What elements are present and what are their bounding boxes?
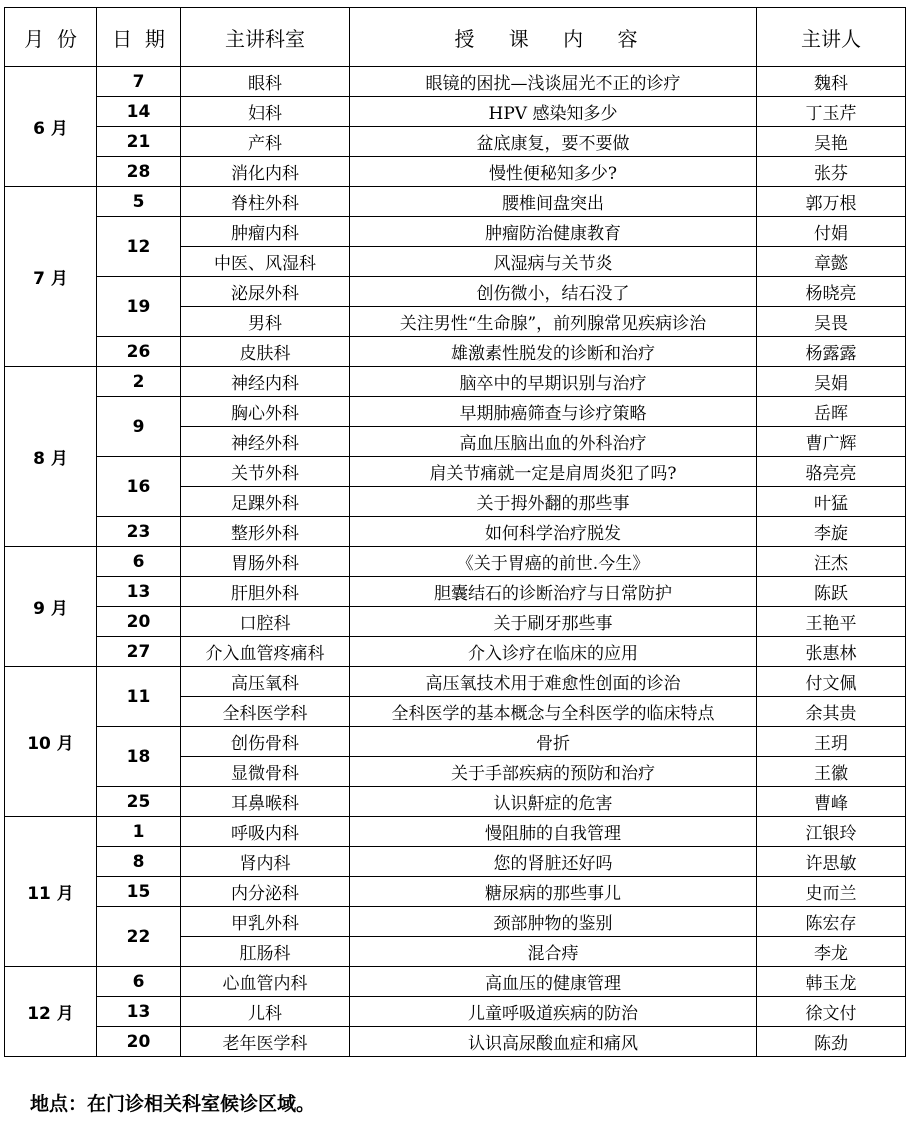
lecturer-cell: 陈跃: [757, 577, 906, 607]
content-cell: 慢性便秘知多少?: [350, 157, 757, 187]
lecturer-cell: 陈劲: [757, 1027, 906, 1057]
department-cell: 胃肠外科: [181, 547, 350, 577]
date-cell: 2: [97, 367, 181, 397]
department-cell: 肾内科: [181, 847, 350, 877]
department-cell: 口腔科: [181, 607, 350, 637]
lecturer-cell: 张芬: [757, 157, 906, 187]
content-cell: 如何科学治疗脱发: [350, 517, 757, 547]
department-cell: 男科: [181, 307, 350, 337]
table-row: [5, 67, 906, 97]
table-row: [5, 667, 906, 697]
month-cell: 7 月: [5, 187, 97, 367]
department-cell: 皮肤科: [181, 337, 350, 367]
date-cell: 25: [97, 787, 181, 817]
date-cell: 7: [97, 67, 181, 97]
lecturer-cell: 徐文付: [757, 997, 906, 1027]
table-row: [5, 517, 906, 547]
content-cell: 眼镜的困扰—浅谈屈光不正的诊疗: [350, 67, 757, 97]
table-row: [5, 187, 906, 217]
date-cell: 16: [97, 457, 181, 517]
header-department: 主讲科室: [181, 8, 350, 67]
lecturer-cell: 丁玉芹: [757, 97, 906, 127]
department-cell: 呼吸内科: [181, 817, 350, 847]
date-cell: 14: [97, 97, 181, 127]
department-cell: 创伤骨科: [181, 727, 350, 757]
location-note: 地点：在门诊相关科室候诊区域。: [30, 1093, 316, 1115]
content-cell: 胆囊结石的诊断治疗与日常防护: [350, 577, 757, 607]
department-cell: 关节外科: [181, 457, 350, 487]
content-cell: 肿瘤防治健康教育: [350, 217, 757, 247]
date-cell: 21: [97, 127, 181, 157]
date-cell: 11: [97, 667, 181, 727]
content-cell: 早期肺癌筛查与诊疗策略: [350, 397, 757, 427]
content-cell: 盆底康复，要不要做: [350, 127, 757, 157]
table-row: [5, 217, 906, 247]
date-cell: 12: [97, 217, 181, 277]
lecturer-cell: 王艳平: [757, 607, 906, 637]
date-cell: 6: [97, 547, 181, 577]
lecturer-cell: 韩玉龙: [757, 967, 906, 997]
lecturer-cell: 魏科: [757, 67, 906, 97]
date-cell: 5: [97, 187, 181, 217]
content-cell: 儿童呼吸道疾病的防治: [350, 997, 757, 1027]
content-cell: 关于刷牙那些事: [350, 607, 757, 637]
table-row: [5, 547, 906, 577]
department-cell: 肛肠科: [181, 937, 350, 967]
lecturer-cell: 杨露露: [757, 337, 906, 367]
content-cell: 认识高尿酸血症和痛风: [350, 1027, 757, 1057]
content-cell: 高压氧技术用于难愈性创面的诊治: [350, 667, 757, 697]
lecturer-cell: 李龙: [757, 937, 906, 967]
lecturer-cell: 杨晓亮: [757, 277, 906, 307]
date-cell: 13: [97, 577, 181, 607]
table-header-row: [5, 8, 906, 67]
lecturer-cell: 曹广辉: [757, 427, 906, 457]
table-row: [5, 457, 906, 487]
table-row: [5, 997, 906, 1027]
content-cell: 风湿病与关节炎: [350, 247, 757, 277]
content-cell: 腰椎间盘突出: [350, 187, 757, 217]
content-cell: 高血压的健康管理: [350, 967, 757, 997]
month-cell: 10 月: [5, 667, 97, 817]
content-cell: 创伤微小，结石没了: [350, 277, 757, 307]
department-cell: 肿瘤内科: [181, 217, 350, 247]
content-cell: 脑卒中的早期识别与治疗: [350, 367, 757, 397]
date-cell: 26: [97, 337, 181, 367]
department-cell: 中医、风湿科: [181, 247, 350, 277]
table-row: [5, 367, 906, 397]
lecturer-cell: 章懿: [757, 247, 906, 277]
department-cell: 眼科: [181, 67, 350, 97]
date-cell: 13: [97, 997, 181, 1027]
content-cell: 关于手部疾病的预防和治疗: [350, 757, 757, 787]
month-cell: 9 月: [5, 547, 97, 667]
lecturer-cell: 吴娟: [757, 367, 906, 397]
lecturer-cell: 王徽: [757, 757, 906, 787]
content-cell: 混合痔: [350, 937, 757, 967]
lecturer-cell: 许思敏: [757, 847, 906, 877]
lecturer-cell: 李旋: [757, 517, 906, 547]
lecturer-cell: 郭万根: [757, 187, 906, 217]
content-cell: 《关于胃癌的前世.今生》: [350, 547, 757, 577]
department-cell: 妇科: [181, 97, 350, 127]
lecturer-cell: 汪杰: [757, 547, 906, 577]
table-row: [5, 967, 906, 997]
department-cell: 泌尿外科: [181, 277, 350, 307]
date-cell: 20: [97, 607, 181, 637]
header-date: 日 期: [97, 8, 181, 67]
lecturer-cell: 付娟: [757, 217, 906, 247]
department-cell: 肝胆外科: [181, 577, 350, 607]
department-cell: 产科: [181, 127, 350, 157]
date-cell: 28: [97, 157, 181, 187]
content-cell: HPV 感染知多少: [350, 97, 757, 127]
department-cell: 胸心外科: [181, 397, 350, 427]
department-cell: 足踝外科: [181, 487, 350, 517]
date-cell: 15: [97, 877, 181, 907]
department-cell: 整形外科: [181, 517, 350, 547]
header-lecturer: 主讲人: [757, 8, 906, 67]
content-cell: 高血压脑出血的外科治疗: [350, 427, 757, 457]
table-row: [5, 397, 906, 427]
month-cell: 6 月: [5, 67, 97, 187]
date-cell: 19: [97, 277, 181, 337]
department-cell: 脊柱外科: [181, 187, 350, 217]
table-row: [5, 127, 906, 157]
lecturer-cell: 岳晖: [757, 397, 906, 427]
lecture-schedule-table: [4, 7, 906, 1057]
schedule-body: [5, 67, 906, 1057]
lecturer-cell: 曹峰: [757, 787, 906, 817]
month-cell: 8 月: [5, 367, 97, 547]
department-cell: 显微骨科: [181, 757, 350, 787]
department-cell: 神经内科: [181, 367, 350, 397]
department-cell: 消化内科: [181, 157, 350, 187]
lecturer-cell: 骆亮亮: [757, 457, 906, 487]
table-row: [5, 847, 906, 877]
header-month: 月 份: [5, 8, 97, 67]
department-cell: 介入血管疼痛科: [181, 637, 350, 667]
date-cell: 8: [97, 847, 181, 877]
date-cell: 1: [97, 817, 181, 847]
content-cell: 关注男性“生命腺”，前列腺常见疾病诊治: [350, 307, 757, 337]
lecturer-cell: 叶猛: [757, 487, 906, 517]
month-cell: 11 月: [5, 817, 97, 967]
date-cell: 6: [97, 967, 181, 997]
table-row: [5, 877, 906, 907]
table-row: [5, 157, 906, 187]
department-cell: 老年医学科: [181, 1027, 350, 1057]
table-row: [5, 607, 906, 637]
content-cell: 介入诊疗在临床的应用: [350, 637, 757, 667]
header-content: 授 课 内 容: [350, 8, 757, 67]
date-cell: 9: [97, 397, 181, 457]
date-cell: 27: [97, 637, 181, 667]
content-cell: 糖尿病的那些事儿: [350, 877, 757, 907]
department-cell: 耳鼻喉科: [181, 787, 350, 817]
date-cell: 22: [97, 907, 181, 967]
month-cell: 12 月: [5, 967, 97, 1057]
lecturer-cell: 余其贵: [757, 697, 906, 727]
table-row: [5, 337, 906, 367]
lecturer-cell: 付文佩: [757, 667, 906, 697]
lecturer-cell: 张惠林: [757, 637, 906, 667]
content-cell: 肩关节痛就一定是肩周炎犯了吗?: [350, 457, 757, 487]
content-cell: 您的肾脏还好吗: [350, 847, 757, 877]
date-cell: 23: [97, 517, 181, 547]
lecturer-cell: 史而兰: [757, 877, 906, 907]
table-row: [5, 97, 906, 127]
table-row: [5, 817, 906, 847]
department-cell: 神经外科: [181, 427, 350, 457]
content-cell: 颈部肿物的鉴别: [350, 907, 757, 937]
date-cell: 20: [97, 1027, 181, 1057]
table-row: [5, 1027, 906, 1057]
content-cell: 骨折: [350, 727, 757, 757]
lecturer-cell: 吴艳: [757, 127, 906, 157]
lecturer-cell: 陈宏存: [757, 907, 906, 937]
table-row: [5, 787, 906, 817]
lecturer-cell: 江银玲: [757, 817, 906, 847]
department-cell: 心血管内科: [181, 967, 350, 997]
content-cell: 全科医学的基本概念与全科医学的临床特点: [350, 697, 757, 727]
date-cell: 18: [97, 727, 181, 787]
table-row: [5, 577, 906, 607]
content-cell: 关于拇外翻的那些事: [350, 487, 757, 517]
table-row: [5, 637, 906, 667]
table-row: [5, 727, 906, 757]
department-cell: 儿科: [181, 997, 350, 1027]
lecturer-cell: 吴畏: [757, 307, 906, 337]
department-cell: 甲乳外科: [181, 907, 350, 937]
department-cell: 内分泌科: [181, 877, 350, 907]
table-row: [5, 277, 906, 307]
table-row: [5, 907, 906, 937]
lecturer-cell: 王玥: [757, 727, 906, 757]
content-cell: 慢阻肺的自我管理: [350, 817, 757, 847]
department-cell: 高压氧科: [181, 667, 350, 697]
content-cell: 雄激素性脱发的诊断和治疗: [350, 337, 757, 367]
department-cell: 全科医学科: [181, 697, 350, 727]
content-cell: 认识鼾症的危害: [350, 787, 757, 817]
